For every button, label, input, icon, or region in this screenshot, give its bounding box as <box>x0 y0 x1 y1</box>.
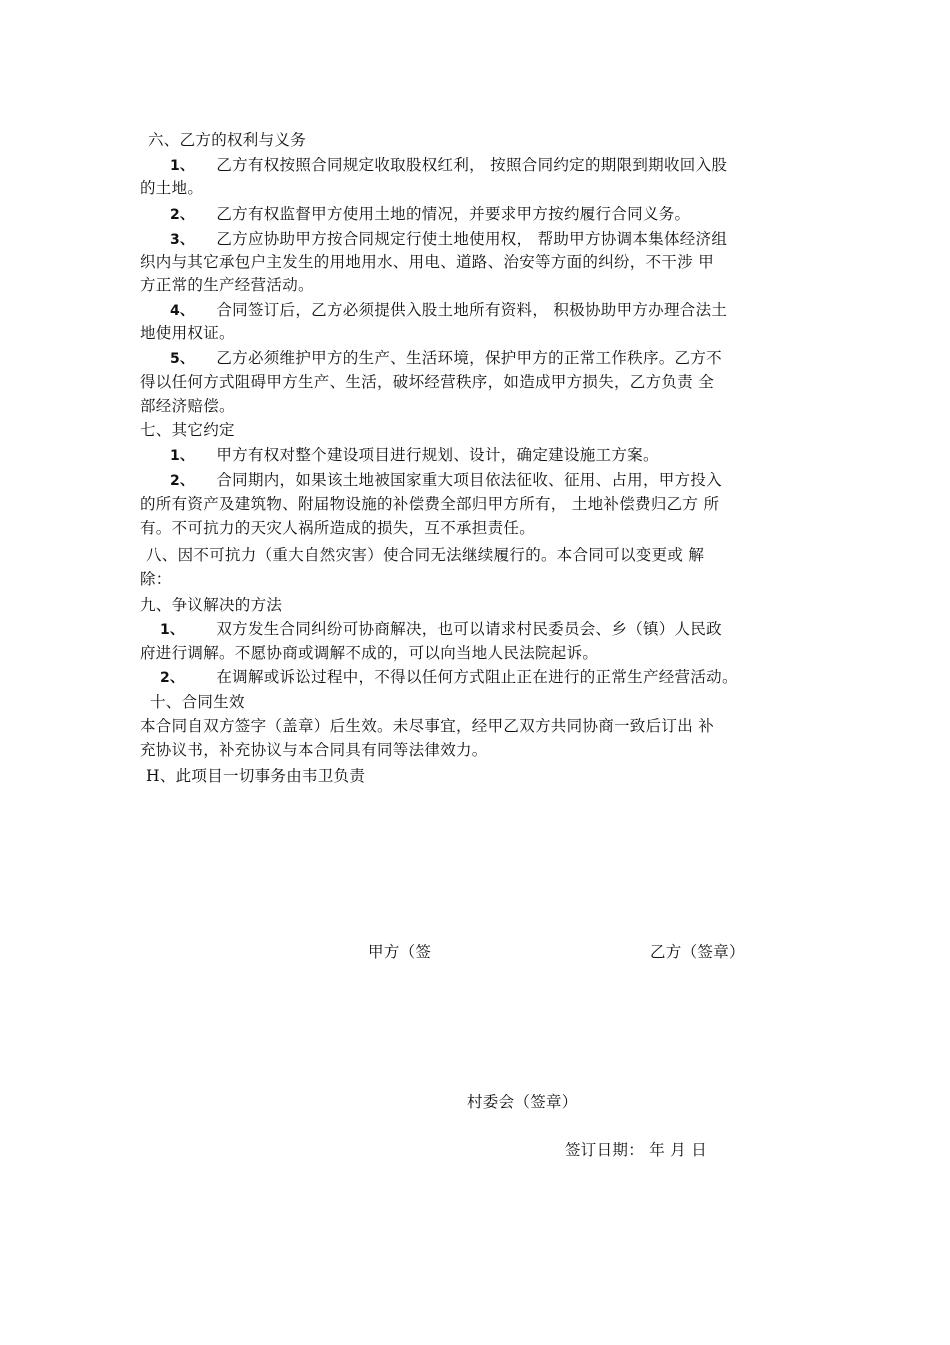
clause-text: 乙方应协助甲方按合同规定行使土地使用权， 帮助甲方协调本集体经济组 <box>216 230 728 248</box>
party-b-signature-label: 乙方（签章） <box>650 943 745 961</box>
clause-6-5-line-1 <box>170 346 850 371</box>
clause-6-4-line-2: 地使用权证。 <box>140 324 235 342</box>
clause-number: 5、 <box>170 351 195 367</box>
clause-number: 3、 <box>170 232 195 248</box>
clause-text: 合同期内，如果该土地被国家重大项目依法征收、征用、占用，甲方投入 <box>216 471 722 489</box>
clause-6-5-line-2: 得以任何方式阻碍甲方生产、生活，破坏经营秩序，如造成甲方损失，乙方负责 全 <box>140 373 715 391</box>
clause-6-3-line-3: 方正常的生产经营活动。 <box>140 276 314 294</box>
clause-9-2-line-1 <box>160 665 840 690</box>
section-8-line-2: 除： <box>140 570 172 588</box>
clause-6-3-line-2: 织内与其它承包户主发生的用地用水、用电、道路、治安等方面的纠纷，不干涉 甲 <box>140 253 715 271</box>
clause-6-1-line-2: 的土地。 <box>140 179 204 197</box>
section-8-line-1: 八、因不可抗力（重大自然灾害）使合同无法继续履行的。本合同可以变更或 解 <box>146 546 705 564</box>
clause-number: 4、 <box>170 303 195 319</box>
clause-number: 1、 <box>170 448 195 464</box>
clause-text: 乙方有权按照合同规定收取股权红利， 按照合同约定的期限到期收回入股 <box>216 156 728 174</box>
clause-text: 乙方必须维护甲方的生产、生活环境，保护甲方的正常工作秩序。乙方不 <box>216 349 722 367</box>
clause-text: 甲方有权对整个建设项目进行规划、设计，确定建设施工方案。 <box>216 446 659 464</box>
clause-number: 1、 <box>170 158 195 174</box>
clause-7-2-line-2: 的所有资产及建筑物、附届物设施的补偿费全部归甲方所有， 土地补偿费归乙方 所 <box>140 495 720 513</box>
clause-7-2-line-3: 有。不可抗力的天灾人祸所造成的损失，互不承担责任。 <box>140 519 536 537</box>
signing-date-label: 签订日期： 年 月 日 <box>565 1141 708 1159</box>
clause-6-5-line-3: 部经济赔偿。 <box>140 397 235 415</box>
section-6-heading: 六、乙方的权利与义务 <box>148 131 307 149</box>
party-a-signature-label: 甲方（签 <box>368 943 432 961</box>
section-10-heading: 十、合同生效 <box>150 693 245 711</box>
village-committee-signature-label: 村委会（签章） <box>467 1093 578 1111</box>
clause-9-1-line-2: 府进行调解。不愿协商或调解不成的，可以向当地人民法院起诉。 <box>140 644 599 662</box>
clause-text: 合同签订后，乙方必须提供入股土地所有资料， 积极协助甲方办理合法土 <box>216 301 728 319</box>
clause-6-3-line-1 <box>170 227 850 252</box>
clause-number: 1、 <box>160 622 185 638</box>
clause-6-4-line-1 <box>170 298 850 323</box>
section-11-line: H、此项目一切事务由韦卫负责 <box>146 767 366 785</box>
clause-6-2-line-1 <box>170 202 850 227</box>
clause-text: 在调解或诉讼过程中，不得以任何方式阻止正在进行的正常生产经营活动。 <box>216 668 738 686</box>
clause-text: 乙方有权监督甲方使用土地的情况，并要求甲方按约履行合同义务。 <box>216 205 691 223</box>
clause-7-1-line-1 <box>170 443 850 468</box>
clause-9-1-line-1 <box>160 617 840 642</box>
section-10-line-2: 充协议书，补充协议与本合同具有同等法律效力。 <box>140 741 488 759</box>
clause-6-1-line-1 <box>170 153 850 178</box>
clause-number: 2、 <box>160 670 185 686</box>
section-9-heading: 九、争议解决的方法 <box>140 596 283 614</box>
clause-number: 2、 <box>170 207 195 223</box>
clause-number: 2、 <box>170 473 195 489</box>
clause-text: 双方发生合同纠纷可协商解决，也可以请求村民委员会、乡（镇）人民政 <box>216 620 722 638</box>
section-7-heading: 七、其它约定 <box>140 421 235 439</box>
section-10-line-1: 本合同自双方签字（盖章）后生效。未尽事宜，经甲乙双方共同协商一致后订出 补 <box>140 717 715 735</box>
clause-7-2-line-1 <box>170 468 850 493</box>
